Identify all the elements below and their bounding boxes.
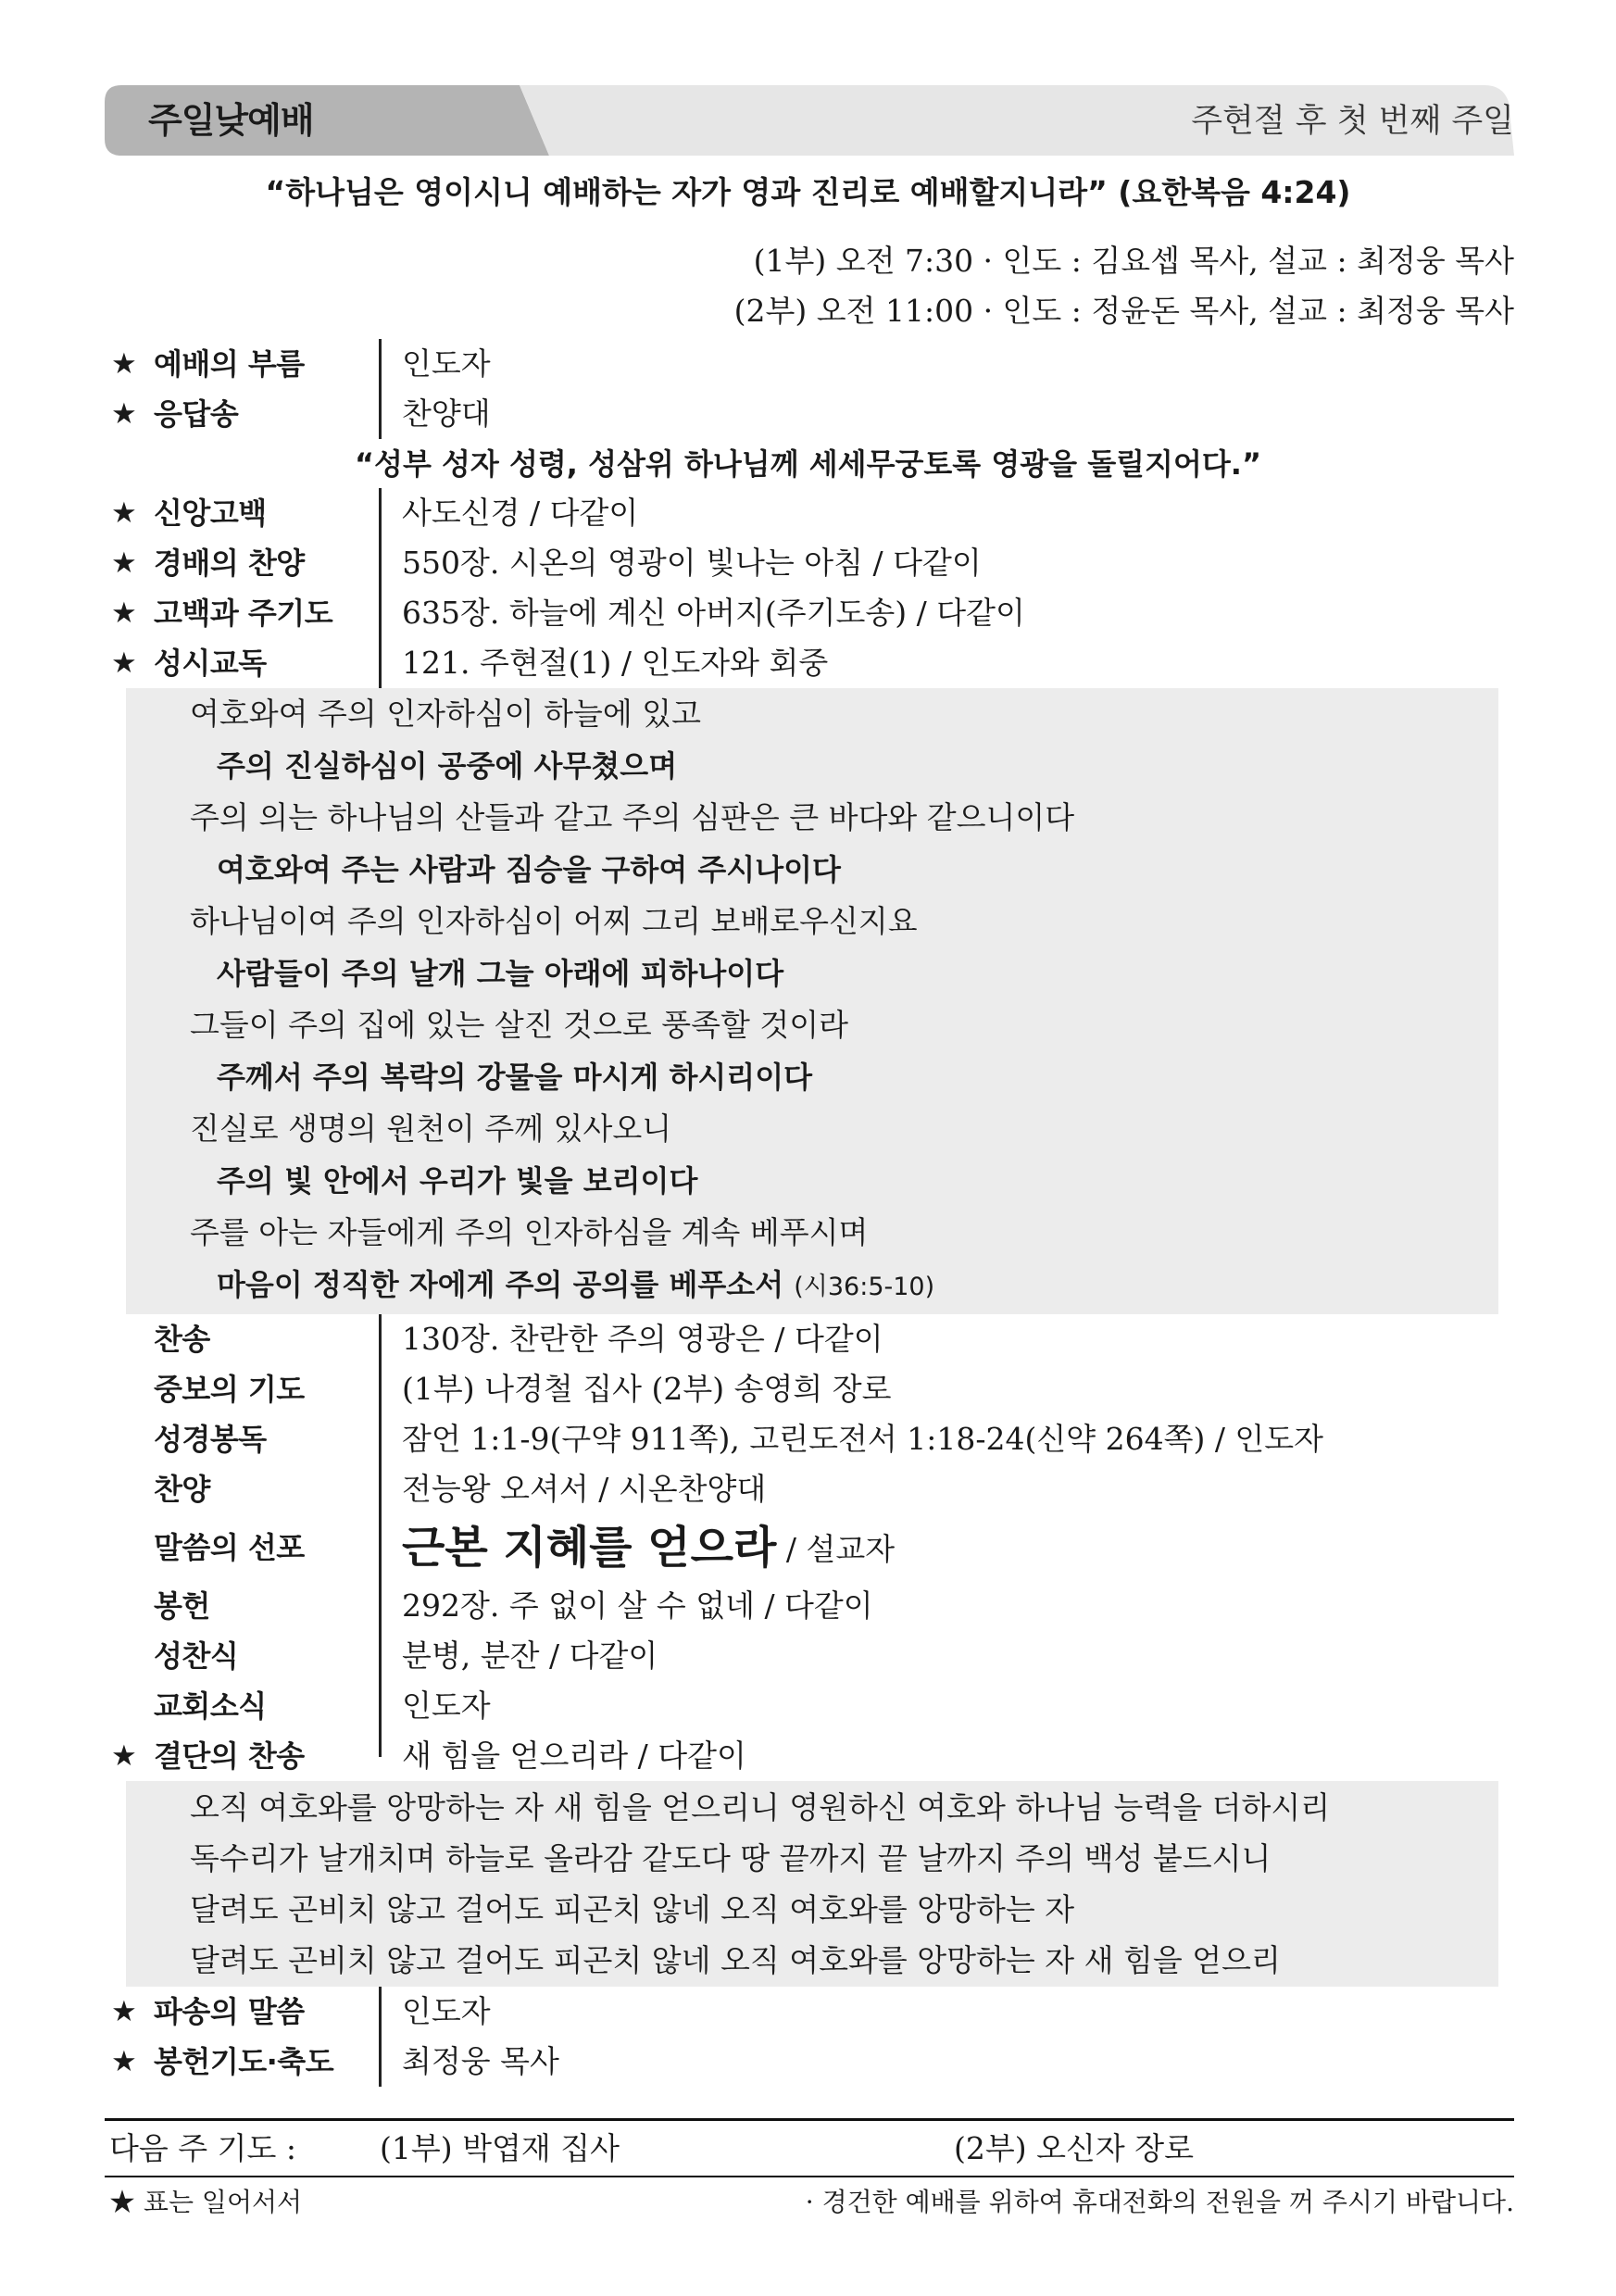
stand-star: ★	[111, 496, 137, 530]
order-value: 인도자	[402, 1993, 491, 2029]
reading-people-line	[217, 1259, 934, 1311]
order-label: 봉헌기도·축도	[154, 2044, 334, 2079]
order-row	[0, 1681, 1616, 1731]
order-row	[0, 488, 1616, 538]
reading-people-text: 마음이 정직한 자에게 주의 공의를 베푸소서	[217, 1267, 784, 1302]
liturgical-day: 주현절 후 첫 번째 주일	[1191, 103, 1514, 140]
sermon-row	[0, 1514, 1616, 1581]
order-row	[0, 1464, 1616, 1514]
order-row	[0, 638, 1616, 688]
section-title: 주일낮예배	[148, 100, 314, 141]
order-label: 경배의 찬양	[154, 546, 305, 581]
order-label: 성찬식	[154, 1638, 239, 1674]
hymn-lyric-line: 달려도 곤비치 않고 걸어도 피곤치 않네 오직 여호와를 앙망하는 자	[190, 1891, 1075, 1927]
reading-people-line: 주의 진실하심이 공중에 사무쳤으며	[217, 748, 678, 784]
reading-people-line: 사람들이 주의 날개 그늘 아래에 피하나이다	[217, 956, 784, 991]
reading-leader-line: 주를 아는 자들에게 주의 인자하심을 계속 베푸시며	[190, 1214, 869, 1250]
next-prayer-label: 다음 주 기도 :	[109, 2130, 296, 2166]
reading-leader-line: 여호와여 주의 인자하심이 하늘에 있고	[190, 696, 702, 732]
order-label: 응답송	[154, 396, 239, 432]
order-label: 결단의 찬송	[154, 1738, 305, 1774]
sermon-title: 근본 지혜를 얻으라	[402, 1522, 777, 1574]
stand-star: ★	[111, 546, 137, 580]
order-label: 찬송	[154, 1322, 210, 1357]
order-label: 예배의 부름	[154, 346, 305, 382]
footer-rule-top	[105, 2118, 1514, 2121]
order-label: 성시교독	[154, 646, 267, 681]
order-label: 성경봉독	[154, 1422, 267, 1457]
stand-star: ★	[111, 646, 137, 680]
doxology: “성부 성자 성령, 성삼위 하나님께 세세무궁토록 영광을 돌릴지어다.”	[355, 446, 1261, 482]
order-label: 파송의 말씀	[154, 1994, 305, 2029]
order-label: 중보의 기도	[154, 1372, 305, 1407]
order-row	[0, 1731, 1616, 1781]
order-value: 최정웅 목사	[402, 2043, 559, 2079]
footer-rule-bottom	[105, 2176, 1514, 2177]
stand-star: ★	[111, 1995, 137, 2028]
order-label: 고백과 주기도	[154, 596, 333, 631]
order-row	[0, 339, 1616, 389]
next-prayer-first: (1부) 박엽재 집사	[380, 2130, 620, 2166]
reading-leader-line: 진실로 생명의 원천이 주께 있사오니	[190, 1110, 672, 1147]
stand-note: ★ 표는 일어서서	[109, 2187, 303, 2217]
order-value: 잠언 1:1-9(구약 911쪽), 고린도전서 1:18-24(신약 264쪽) / 인도자	[402, 1421, 1324, 1457]
order-row	[0, 1414, 1616, 1464]
reading-people-line: 주께서 주의 복락의 강물을 마시게 하시리이다	[217, 1060, 813, 1095]
order-label: 말씀의 선포	[154, 1530, 305, 1565]
reading-leader-line: 하나님이여 주의 인자하심이 어찌 그리 보배로우신지요	[190, 903, 918, 939]
order-row	[0, 2037, 1616, 2087]
order-value: 292장. 주 없이 살 수 없네 / 다같이	[402, 1587, 873, 1624]
hymn-lyric-line: 독수리가 날개치며 하늘로 올라감 같도다 땅 끝까지 끝 날까지 주의 백성 붙드시니	[190, 1840, 1272, 1876]
reading-reference: (시36:5-10)	[794, 1273, 935, 1301]
order-value: 인도자	[402, 345, 491, 382]
order-value: 130장. 찬란한 주의 영광은 / 다같이	[402, 1321, 883, 1357]
hymn-lyric-line: 달려도 곤비치 않고 걸어도 피곤치 않네 오직 여호와를 앙망하는 자 새 힘을 얻으리	[190, 1942, 1281, 1978]
order-value: 635장. 하늘에 계신 아버지(주기도송) / 다같이	[402, 595, 1025, 631]
service-time-1: (1부) 오전 7:30 · 인도 : 김요셉 목사, 설교 : 최정웅 목사	[753, 243, 1514, 279]
reading-leader-line: 주의 의는 하나님의 산들과 같고 주의 심판은 큰 바다와 같으니이다	[190, 799, 1075, 835]
next-prayer-second: (2부) 오신자 장로	[954, 2130, 1194, 2166]
order-label: 교회소식	[154, 1688, 267, 1724]
order-value: 550장. 시온의 영광이 빛나는 아침 / 다같이	[402, 545, 982, 581]
stand-star: ★	[111, 1739, 137, 1773]
order-value: 사도신경 / 다같이	[402, 495, 639, 531]
stand-star: ★	[111, 596, 137, 630]
order-label: 봉헌	[154, 1588, 210, 1624]
order-value: 새 힘을 얻으리라 / 다같이	[402, 1738, 746, 1774]
order-value: (1부) 나경철 집사 (2부) 송영희 장로	[402, 1371, 892, 1407]
hymn-lyric-line: 오직 여호와를 앙망하는 자 새 힘을 얻으리니 영원하신 여호와 하나님 능력을 더하시리	[190, 1789, 1331, 1826]
order-row	[0, 1987, 1616, 2037]
stand-star: ★	[111, 347, 137, 381]
order-row	[0, 588, 1616, 638]
order-label: 신앙고백	[154, 496, 267, 531]
reading-leader-line: 그들이 주의 집에 있는 살진 것으로 풍족할 것이라	[190, 1007, 848, 1043]
sermon-line	[402, 1514, 895, 1583]
order-row	[0, 389, 1616, 439]
sermon-preacher: / 설교자	[776, 1531, 896, 1567]
stand-star: ★	[111, 2045, 137, 2078]
order-row	[0, 1314, 1616, 1364]
order-row	[0, 1364, 1616, 1414]
order-value: 인도자	[402, 1687, 491, 1724]
phone-note: · 경건한 예배를 위하여 휴대전화의 전원을 꺼 주시기 바랍니다.	[805, 2187, 1514, 2217]
order-value: 찬양대	[402, 395, 491, 432]
order-row	[0, 1581, 1616, 1631]
order-value: 분병, 분잔 / 다같이	[402, 1637, 658, 1674]
stand-star: ★	[111, 397, 137, 431]
order-row	[0, 1631, 1616, 1681]
reading-people-line: 주의 빛 안에서 우리가 빛을 보리이다	[217, 1163, 698, 1198]
order-row	[0, 538, 1616, 588]
reading-people-line: 여호와여 주는 사람과 짐승을 구하여 주시나이다	[217, 852, 841, 887]
order-value: 121. 주현절(1) / 인도자와 회중	[402, 645, 829, 681]
service-time-2: (2부) 오전 11:00 · 인도 : 정윤돈 목사, 설교 : 최정웅 목사	[733, 293, 1514, 329]
motto-verse: “하나님은 영이시니 예배하는 자가 영과 진리로 예배할지니라” (요한복음 4:24)	[265, 174, 1351, 210]
order-value: 전능왕 오셔서 / 시온찬양대	[402, 1471, 767, 1507]
order-label: 찬양	[154, 1472, 210, 1507]
